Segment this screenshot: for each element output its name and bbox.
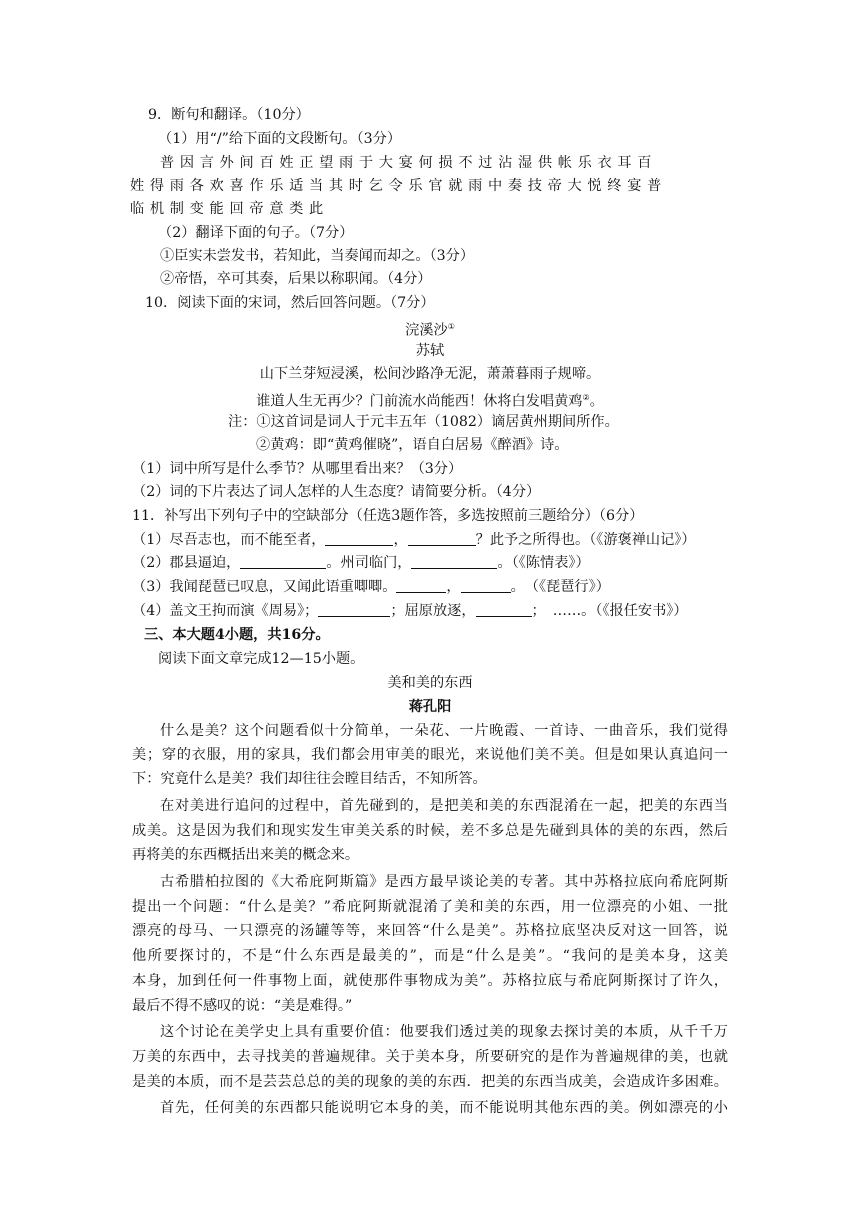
article-line: 提出一个问题：“什么是美？”希庇阿斯就混淆了美和美的东西，用一位漂亮的小姐、一批: [132, 899, 728, 915]
article-line: 美；穿的衣服，用的家具，我们都会用审美的眼光，来说他们美不美。但是如果认真追问一: [132, 747, 728, 763]
fill-blank: [408, 531, 476, 546]
section-3-intro: 阅读下面文章完成12—15小题。: [158, 651, 365, 667]
q11-item-2-text-b: 。州司临门，: [326, 555, 412, 571]
fill-blank: [240, 554, 326, 569]
poem-title: [0, 316, 860, 342]
poem-line-2-footnote: ②: [582, 393, 590, 402]
q11-item-1-text-c: ？此予之所得也。（《游褒禅山记》）: [475, 532, 696, 548]
q11-title: 11．补写出下列句子中的空缺部分（任选3题作答，多选按照前三题给分）（6分）: [132, 508, 644, 524]
q11-item-4-text-a: （4）盖文王拘而演《周易》；: [132, 603, 319, 619]
poem-title-footnote: ①: [447, 322, 455, 331]
q10-question-2: （2）词的下片表达了词人怎样的人生态度？请简要分析。（4分）: [132, 484, 541, 500]
q11-item-1-text-a: （1）尽吾志也，而不能至者，: [132, 532, 326, 548]
article-line: 古希腊柏拉图的《大希庇阿斯篇》是西方最早谈论美的专著。其中苏格拉底向希庇阿斯: [160, 874, 728, 890]
q9-passage-line-1: 普因言外间百姓正望雨于大宴何损不过沾湿供帐乐衣耳百: [160, 155, 658, 171]
article-author: 蒋孔阳: [408, 699, 452, 715]
q11-item-2: [132, 552, 590, 574]
article-line: 漂亮的母马、一只漂亮的汤罐等等，来回答“什么是美”。苏格拉底坚决反对这一回答，说: [132, 923, 728, 939]
q11-item-2-text-c: 。（《陈情表》）: [497, 555, 590, 571]
poem-line-1: 山下兰芽短浸溪，松间沙路净无泥，萧萧暮雨子规啼。: [259, 366, 601, 382]
q11-item-3: [132, 576, 610, 598]
poem-note-2: ②黄鸡：即“黄鸡催晓”，语自白居易《醉酒》诗。: [256, 437, 569, 453]
q9-sentence-1: ①臣实未尝发书，若知此，当奏闻而却之。（3分）: [160, 248, 475, 264]
q11-item-2-text-a: （2）郡县逼迫，: [132, 555, 241, 571]
q11-item-4-text-c: ； ……。（《报任安书》）: [531, 603, 688, 619]
q10-question-1: （1）词中所写是什么季节？从哪里看出来？（3分）: [132, 461, 463, 477]
article-line: 什么是美？这个问题看似十分简单，一朵花、一片晚霞、一首诗、一曲音乐，我们觉得: [160, 723, 728, 739]
q11-item-4-text-b: ；屈原放逐，: [390, 603, 476, 619]
article-line: 成美。这是因为我们和现实发生审美关系的时候，差不多总是先碰到具体的美的东西，然后: [132, 823, 728, 839]
fill-blank: [476, 602, 532, 617]
article-line: 下：究竟什么是美？我们却往往会瞠目结舌，不知所答。: [132, 771, 487, 787]
article-line: 是美的本质，而不是芸芸总总的美的现象的美的东西．把美的东西当成美，会造成许多困难。: [132, 1074, 728, 1090]
q9-part2: （2）翻译下面的句子。（7分）: [158, 225, 354, 241]
q11-item-3-text-a: （3）我闻琵琶已叹息，又闻此语重唧唧。: [132, 579, 397, 595]
poem-author: 苏轼: [415, 343, 445, 359]
article-line: 他所要探讨的，不是“什么东西是最美的”，而是“什么是美”。“我问的是美本身，这美: [132, 948, 728, 964]
q9-sentence-2: ②帝悟，卒可其奏，后果以称职闻。（4分）: [160, 271, 432, 287]
q9-passage-line-3: 临机制变能回帝意类此: [130, 201, 329, 217]
q9-part1: （1）用“/”给下面的文段断句。（3分）: [158, 131, 402, 147]
article-line: 这个讨论在美学史上具有重要价值：他要我们透过美的现象去探讨美的本质，从千千万: [160, 1024, 728, 1040]
q11-item-1: [132, 529, 696, 551]
q11-item-3-text-c: 。 （《琵琶行》）: [510, 579, 610, 595]
article-line: 最后不得不感叹的说：“美是难得。”: [132, 998, 353, 1014]
section-3-heading: 三、本大题4小题，共16分。: [144, 627, 330, 643]
poem-line-2-text: 谁道人生无再少？门前流水尚能西！休将白发唱黄鸡: [256, 393, 583, 410]
fill-blank: [325, 531, 393, 546]
poem-line-2: [0, 387, 860, 413]
fill-blank: [461, 578, 511, 593]
q9-title: 9．断句和翻译。（10分）: [148, 107, 310, 123]
q11-item-4: [132, 600, 688, 622]
poem-note-1: 注：①这首词是词人于元丰五年（1082）谪居黄州期间所作。: [228, 414, 619, 430]
article-title: 美和美的东西: [387, 675, 473, 691]
q11-item-3-text-b: ，: [446, 579, 461, 595]
q9-passage-line-2: 姓得雨各欢喜作乐适当其时乞令乐官就雨中奏技帝大悦终宴普: [130, 178, 667, 194]
article-line: 本身，加到任何一件事物上面，就使那件事物成为美”。苏格拉底与希庇阿斯探讨了许久，: [132, 973, 728, 989]
fill-blank: [318, 602, 390, 617]
article-line: 首先，任何美的东西都只能说明它本身的美，而不能说明其他东西的美。例如漂亮的小: [160, 1100, 728, 1116]
q11-item-1-text-b: ，: [393, 532, 408, 548]
article-line: 万美的东西中，去寻找美的普遍规律。关于美本身，所要研究的是作为普遍规律的美，也就: [132, 1049, 728, 1065]
fill-blank: [396, 578, 446, 593]
poem-line-2-end: 。: [589, 393, 604, 410]
fill-blank: [411, 554, 497, 569]
article-line: 再将美的东西概括出来美的概念来。: [132, 847, 360, 863]
poem-title-text: 浣溪沙: [405, 322, 448, 339]
article-line: 在对美进行追问的过程中，首先碰到的，是把美和美的东西混淆在一起，把美的东西当: [160, 798, 728, 814]
q10-title: 10．阅读下面的宋词，然后回答问题。（7分）: [145, 295, 435, 311]
